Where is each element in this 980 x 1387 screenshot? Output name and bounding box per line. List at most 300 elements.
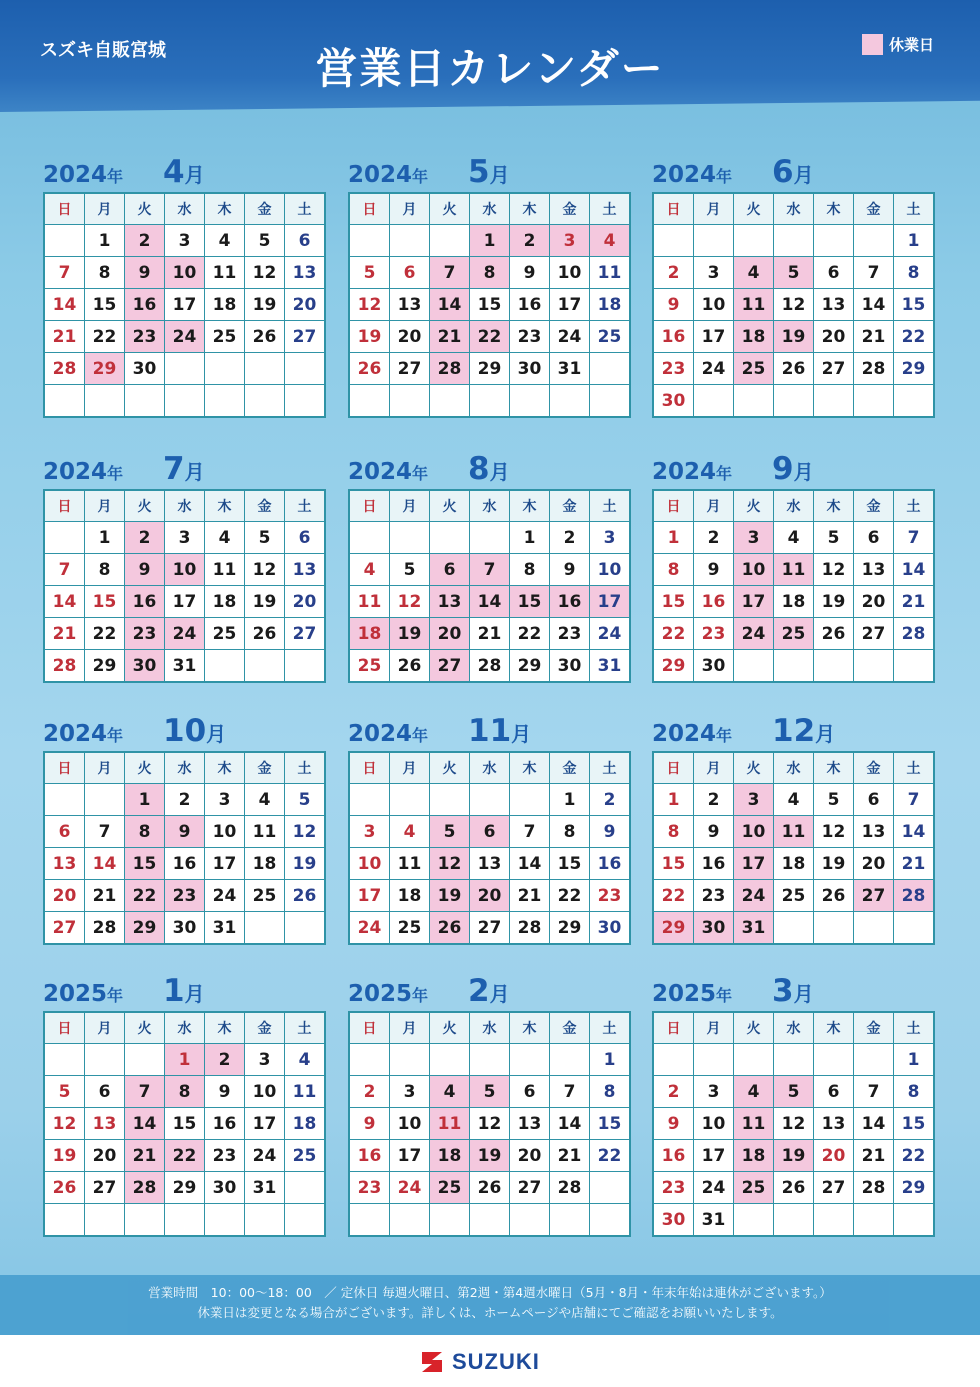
- month-table: [348, 489, 631, 683]
- week-row: [653, 1172, 934, 1204]
- day-cell: 1: [85, 522, 125, 554]
- footer-hours-text: 営業時間 10：00〜18：00 ／ 定休日 毎週火曜日、第2週・第4週水曜日（5月・8月・年末年始は連休がございます。）: [148, 1285, 832, 1300]
- empty-cell: [590, 353, 631, 385]
- week-row: [349, 848, 630, 880]
- week-row: [653, 1044, 934, 1076]
- weekday-header: 日: [44, 752, 85, 784]
- empty-cell: [854, 225, 894, 257]
- day-cell: 7: [470, 554, 510, 586]
- day-cell: 16: [125, 586, 165, 618]
- empty-cell: [430, 1204, 470, 1237]
- day-cell: 5: [430, 816, 470, 848]
- day-cell: 27: [814, 1172, 854, 1204]
- month-table: [348, 1011, 631, 1237]
- day-cell: 24: [590, 618, 631, 650]
- day-cell: 8: [470, 257, 510, 289]
- day-cell: 19: [470, 1140, 510, 1172]
- day-cell: 12: [774, 1108, 814, 1140]
- day-cell: 11: [390, 848, 430, 880]
- day-cell: 23: [205, 1140, 245, 1172]
- week-row: [653, 522, 934, 554]
- day-cell: 10: [734, 554, 774, 586]
- day-cell: 30: [694, 912, 734, 945]
- week-row: [653, 848, 934, 880]
- day-cell: 17: [349, 880, 390, 912]
- month-heading: [652, 146, 942, 192]
- weekday-header: 火: [125, 490, 165, 522]
- weekday-header: 火: [734, 1012, 774, 1044]
- empty-cell: [44, 1044, 85, 1076]
- day-cell: 12: [245, 554, 285, 586]
- week-row: [653, 385, 934, 418]
- day-cell: 24: [245, 1140, 285, 1172]
- week-row: [44, 586, 325, 618]
- empty-cell: [774, 1204, 814, 1237]
- empty-cell: [510, 1204, 550, 1237]
- month-heading: [43, 965, 333, 1011]
- weekday-header: 月: [694, 490, 734, 522]
- empty-cell: [734, 385, 774, 418]
- day-cell: 2: [125, 522, 165, 554]
- week-row: [44, 816, 325, 848]
- empty-cell: [245, 1204, 285, 1237]
- empty-cell: [205, 385, 245, 418]
- empty-cell: [814, 1044, 854, 1076]
- weekday-header: 木: [814, 193, 854, 225]
- day-cell: 16: [653, 321, 694, 353]
- year-suffix: 年: [716, 167, 733, 186]
- month-number: [163, 451, 205, 487]
- year-number: 2024: [43, 162, 108, 188]
- day-cell: 10: [590, 554, 631, 586]
- day-cell: 16: [590, 848, 631, 880]
- day-cell: 23: [694, 618, 734, 650]
- day-cell: 20: [285, 289, 326, 321]
- month-heading: [43, 705, 333, 751]
- day-cell: 13: [390, 289, 430, 321]
- day-cell: 22: [894, 1140, 935, 1172]
- month-calendar: [652, 146, 942, 418]
- day-cell: 27: [510, 1172, 550, 1204]
- week-row: [44, 353, 325, 385]
- weekday-header: 土: [894, 193, 935, 225]
- day-cell: 30: [125, 353, 165, 385]
- month-number: [772, 451, 814, 487]
- empty-cell: [470, 1204, 510, 1237]
- week-row: [653, 257, 934, 289]
- day-cell: 28: [894, 880, 935, 912]
- day-cell: 2: [165, 784, 205, 816]
- empty-cell: [245, 912, 285, 945]
- week-row: [44, 289, 325, 321]
- weekday-header: 木: [510, 490, 550, 522]
- day-cell: 23: [510, 321, 550, 353]
- day-cell: 22: [165, 1140, 205, 1172]
- year-number: 2024: [43, 459, 108, 485]
- day-cell: 23: [125, 321, 165, 353]
- day-cell: 15: [590, 1108, 631, 1140]
- day-cell: 16: [205, 1108, 245, 1140]
- day-cell: 19: [245, 289, 285, 321]
- day-cell: 3: [390, 1076, 430, 1108]
- weekday-header: 月: [694, 1012, 734, 1044]
- month-number: [468, 713, 531, 749]
- day-cell: 13: [854, 554, 894, 586]
- empty-cell: [285, 912, 326, 945]
- day-cell: 26: [349, 353, 390, 385]
- year-number: 2025: [348, 981, 413, 1007]
- day-cell: 11: [349, 586, 390, 618]
- week-row: [349, 586, 630, 618]
- empty-cell: [774, 385, 814, 418]
- day-cell: 3: [734, 522, 774, 554]
- weekday-header: 月: [694, 193, 734, 225]
- month-table: [43, 751, 326, 945]
- week-row: [653, 554, 934, 586]
- day-cell: 30: [653, 1204, 694, 1237]
- empty-cell: [653, 225, 694, 257]
- day-cell: 8: [510, 554, 550, 586]
- day-cell: 9: [125, 257, 165, 289]
- day-cell: 2: [694, 784, 734, 816]
- empty-cell: [430, 385, 470, 418]
- empty-cell: [734, 225, 774, 257]
- day-cell: 28: [550, 1172, 590, 1204]
- weekday-header: 火: [734, 490, 774, 522]
- week-row: [349, 321, 630, 353]
- weekday-header: 土: [894, 752, 935, 784]
- weekday-header: 月: [390, 752, 430, 784]
- day-cell: 27: [390, 353, 430, 385]
- day-cell: 8: [653, 816, 694, 848]
- weekday-header: 土: [894, 1012, 935, 1044]
- day-cell: 13: [814, 1108, 854, 1140]
- month-heading: [652, 443, 942, 489]
- day-cell: 23: [165, 880, 205, 912]
- empty-cell: [349, 1204, 390, 1237]
- day-cell: 10: [349, 848, 390, 880]
- empty-cell: [205, 353, 245, 385]
- day-cell: 4: [590, 225, 631, 257]
- day-cell: 17: [734, 848, 774, 880]
- weekday-header: 日: [653, 490, 694, 522]
- month-calendar: [43, 965, 333, 1237]
- day-cell: 5: [470, 1076, 510, 1108]
- day-cell: 6: [285, 225, 326, 257]
- day-cell: 9: [550, 554, 590, 586]
- weekday-header: 土: [590, 1012, 631, 1044]
- week-row: [349, 618, 630, 650]
- day-cell: 9: [165, 816, 205, 848]
- empty-cell: [245, 385, 285, 418]
- day-cell: 25: [734, 1172, 774, 1204]
- empty-cell: [470, 385, 510, 418]
- day-cell: 15: [85, 289, 125, 321]
- day-cell: 16: [125, 289, 165, 321]
- day-cell: 15: [470, 289, 510, 321]
- week-row: [653, 618, 934, 650]
- month-heading: [348, 705, 638, 751]
- legend-label: 休業日: [889, 36, 935, 54]
- weekday-header: 木: [510, 752, 550, 784]
- weekday-header: 日: [44, 193, 85, 225]
- day-cell: 25: [774, 618, 814, 650]
- weekday-header: 火: [430, 1012, 470, 1044]
- weekday-header: 土: [285, 193, 326, 225]
- day-cell: 16: [510, 289, 550, 321]
- day-cell: 11: [774, 554, 814, 586]
- month-calendar: [348, 965, 638, 1237]
- day-cell: 9: [125, 554, 165, 586]
- day-cell: 4: [430, 1076, 470, 1108]
- month-calendar: [43, 146, 333, 418]
- day-cell: 15: [653, 848, 694, 880]
- day-cell: 2: [125, 225, 165, 257]
- month-table: [43, 192, 326, 418]
- day-cell: 28: [510, 912, 550, 945]
- day-cell: 22: [653, 618, 694, 650]
- weekday-header: 火: [125, 193, 165, 225]
- day-cell: 7: [125, 1076, 165, 1108]
- empty-cell: [349, 784, 390, 816]
- day-cell: 4: [285, 1044, 326, 1076]
- year-number: 2024: [43, 721, 108, 747]
- day-cell: 8: [653, 554, 694, 586]
- day-cell: 14: [125, 1108, 165, 1140]
- empty-cell: [85, 784, 125, 816]
- day-cell: 21: [894, 848, 935, 880]
- day-cell: 1: [125, 784, 165, 816]
- empty-cell: [85, 1204, 125, 1237]
- empty-cell: [390, 1204, 430, 1237]
- weekday-header: 木: [814, 490, 854, 522]
- empty-cell: [44, 784, 85, 816]
- day-cell: 14: [854, 1108, 894, 1140]
- year-suffix: 年: [107, 167, 124, 186]
- month-year: [43, 459, 123, 485]
- weekday-header: 月: [390, 193, 430, 225]
- weekday-header-row: [44, 490, 325, 522]
- week-row: [349, 650, 630, 683]
- weekday-header: 火: [430, 752, 470, 784]
- weekday-header: 水: [165, 1012, 205, 1044]
- month-table: [652, 489, 935, 683]
- day-cell: 11: [430, 1108, 470, 1140]
- day-cell: 21: [125, 1140, 165, 1172]
- month-number: [163, 154, 205, 190]
- day-cell: 30: [590, 912, 631, 945]
- weekday-header: 土: [590, 193, 631, 225]
- day-cell: 29: [894, 1172, 935, 1204]
- day-cell: 9: [694, 554, 734, 586]
- month-year: [348, 721, 428, 747]
- day-cell: 19: [285, 848, 326, 880]
- empty-cell: [285, 353, 326, 385]
- week-row: [349, 1204, 630, 1237]
- day-cell: 3: [694, 257, 734, 289]
- month-value: 5: [468, 154, 490, 190]
- empty-cell: [165, 353, 205, 385]
- day-cell: 6: [814, 257, 854, 289]
- year-suffix: 年: [412, 726, 429, 745]
- empty-cell: [814, 650, 854, 683]
- day-cell: 7: [44, 554, 85, 586]
- weekday-header: 月: [85, 1012, 125, 1044]
- week-row: [44, 321, 325, 353]
- day-cell: 2: [550, 522, 590, 554]
- day-cell: 3: [550, 225, 590, 257]
- day-cell: 9: [653, 1108, 694, 1140]
- week-row: [44, 522, 325, 554]
- day-cell: 23: [694, 880, 734, 912]
- weekday-header-row: [44, 193, 325, 225]
- day-cell: 2: [694, 522, 734, 554]
- day-cell: 11: [205, 257, 245, 289]
- empty-cell: [590, 1172, 631, 1204]
- day-cell: 26: [245, 618, 285, 650]
- day-cell: 28: [85, 912, 125, 945]
- day-cell: 5: [814, 784, 854, 816]
- weekday-header: 日: [349, 193, 390, 225]
- day-cell: 5: [814, 522, 854, 554]
- day-cell: 31: [205, 912, 245, 945]
- day-cell: 31: [165, 650, 205, 683]
- week-row: [44, 1044, 325, 1076]
- day-cell: 14: [894, 554, 935, 586]
- month-value: 10: [163, 713, 207, 749]
- empty-cell: [390, 1044, 430, 1076]
- weekday-header: 火: [734, 193, 774, 225]
- day-cell: 27: [854, 618, 894, 650]
- day-cell: 22: [470, 321, 510, 353]
- day-cell: 11: [734, 289, 774, 321]
- empty-cell: [349, 225, 390, 257]
- day-cell: 24: [165, 618, 205, 650]
- week-row: [44, 554, 325, 586]
- weekday-header: 日: [44, 490, 85, 522]
- week-row: [44, 912, 325, 945]
- day-cell: 3: [694, 1076, 734, 1108]
- week-row: [653, 225, 934, 257]
- week-row: [44, 880, 325, 912]
- year-number: 2024: [348, 721, 413, 747]
- empty-cell: [814, 385, 854, 418]
- day-cell: 18: [590, 289, 631, 321]
- empty-cell: [245, 353, 285, 385]
- year-suffix: 年: [716, 464, 733, 483]
- day-cell: 27: [854, 880, 894, 912]
- day-cell: 24: [165, 321, 205, 353]
- week-row: [349, 522, 630, 554]
- week-row: [44, 848, 325, 880]
- weekday-header: 日: [653, 1012, 694, 1044]
- weekday-header-row: [653, 193, 934, 225]
- day-cell: 15: [894, 289, 935, 321]
- day-cell: 2: [653, 257, 694, 289]
- month-year: [652, 162, 732, 188]
- weekday-header: 水: [165, 490, 205, 522]
- empty-cell: [854, 385, 894, 418]
- weekday-header: 金: [550, 752, 590, 784]
- day-cell: 19: [245, 586, 285, 618]
- empty-cell: [550, 385, 590, 418]
- empty-cell: [285, 650, 326, 683]
- day-cell: 30: [125, 650, 165, 683]
- day-cell: 20: [390, 321, 430, 353]
- empty-cell: [550, 1204, 590, 1237]
- month-table: [652, 1011, 935, 1237]
- empty-cell: [165, 1204, 205, 1237]
- week-row: [44, 257, 325, 289]
- day-cell: 15: [165, 1108, 205, 1140]
- day-cell: 27: [285, 321, 326, 353]
- day-cell: 19: [814, 848, 854, 880]
- empty-cell: [125, 1204, 165, 1237]
- year-suffix: 年: [107, 986, 124, 1005]
- day-cell: 6: [470, 816, 510, 848]
- day-cell: 19: [814, 586, 854, 618]
- day-cell: 21: [44, 618, 85, 650]
- day-cell: 22: [590, 1140, 631, 1172]
- empty-cell: [44, 385, 85, 418]
- month-suffix: 月: [489, 982, 510, 1006]
- week-row: [349, 1076, 630, 1108]
- month-value: 4: [163, 154, 185, 190]
- day-cell: 1: [470, 225, 510, 257]
- day-cell: 12: [285, 816, 326, 848]
- day-cell: 24: [734, 880, 774, 912]
- week-row: [653, 784, 934, 816]
- weekday-header: 水: [774, 490, 814, 522]
- day-cell: 21: [894, 586, 935, 618]
- day-cell: 11: [734, 1108, 774, 1140]
- month-heading: [348, 965, 638, 1011]
- day-cell: 18: [390, 880, 430, 912]
- weekday-header: 水: [774, 193, 814, 225]
- week-row: [44, 1140, 325, 1172]
- day-cell: 17: [165, 289, 205, 321]
- day-cell: 12: [774, 289, 814, 321]
- day-cell: 11: [205, 554, 245, 586]
- day-cell: 23: [653, 1172, 694, 1204]
- day-cell: 8: [125, 816, 165, 848]
- suzuki-logo: [418, 1349, 540, 1375]
- empty-cell: [510, 784, 550, 816]
- day-cell: 26: [430, 912, 470, 945]
- day-cell: 18: [285, 1108, 326, 1140]
- empty-cell: [590, 385, 631, 418]
- month-value: 11: [468, 713, 512, 749]
- day-cell: 15: [125, 848, 165, 880]
- day-cell: 27: [44, 912, 85, 945]
- day-cell: 10: [694, 1108, 734, 1140]
- day-cell: 4: [390, 816, 430, 848]
- week-row: [44, 1204, 325, 1237]
- week-row: [44, 225, 325, 257]
- day-cell: 6: [44, 816, 85, 848]
- day-cell: 11: [245, 816, 285, 848]
- month-number: [772, 154, 814, 190]
- weekday-header-row: [349, 490, 630, 522]
- day-cell: 20: [854, 848, 894, 880]
- month-year: [43, 162, 123, 188]
- month-table: [43, 489, 326, 683]
- day-cell: 14: [85, 848, 125, 880]
- week-row: [653, 586, 934, 618]
- year-number: 2024: [652, 721, 717, 747]
- empty-cell: [814, 1204, 854, 1237]
- day-cell: 27: [470, 912, 510, 945]
